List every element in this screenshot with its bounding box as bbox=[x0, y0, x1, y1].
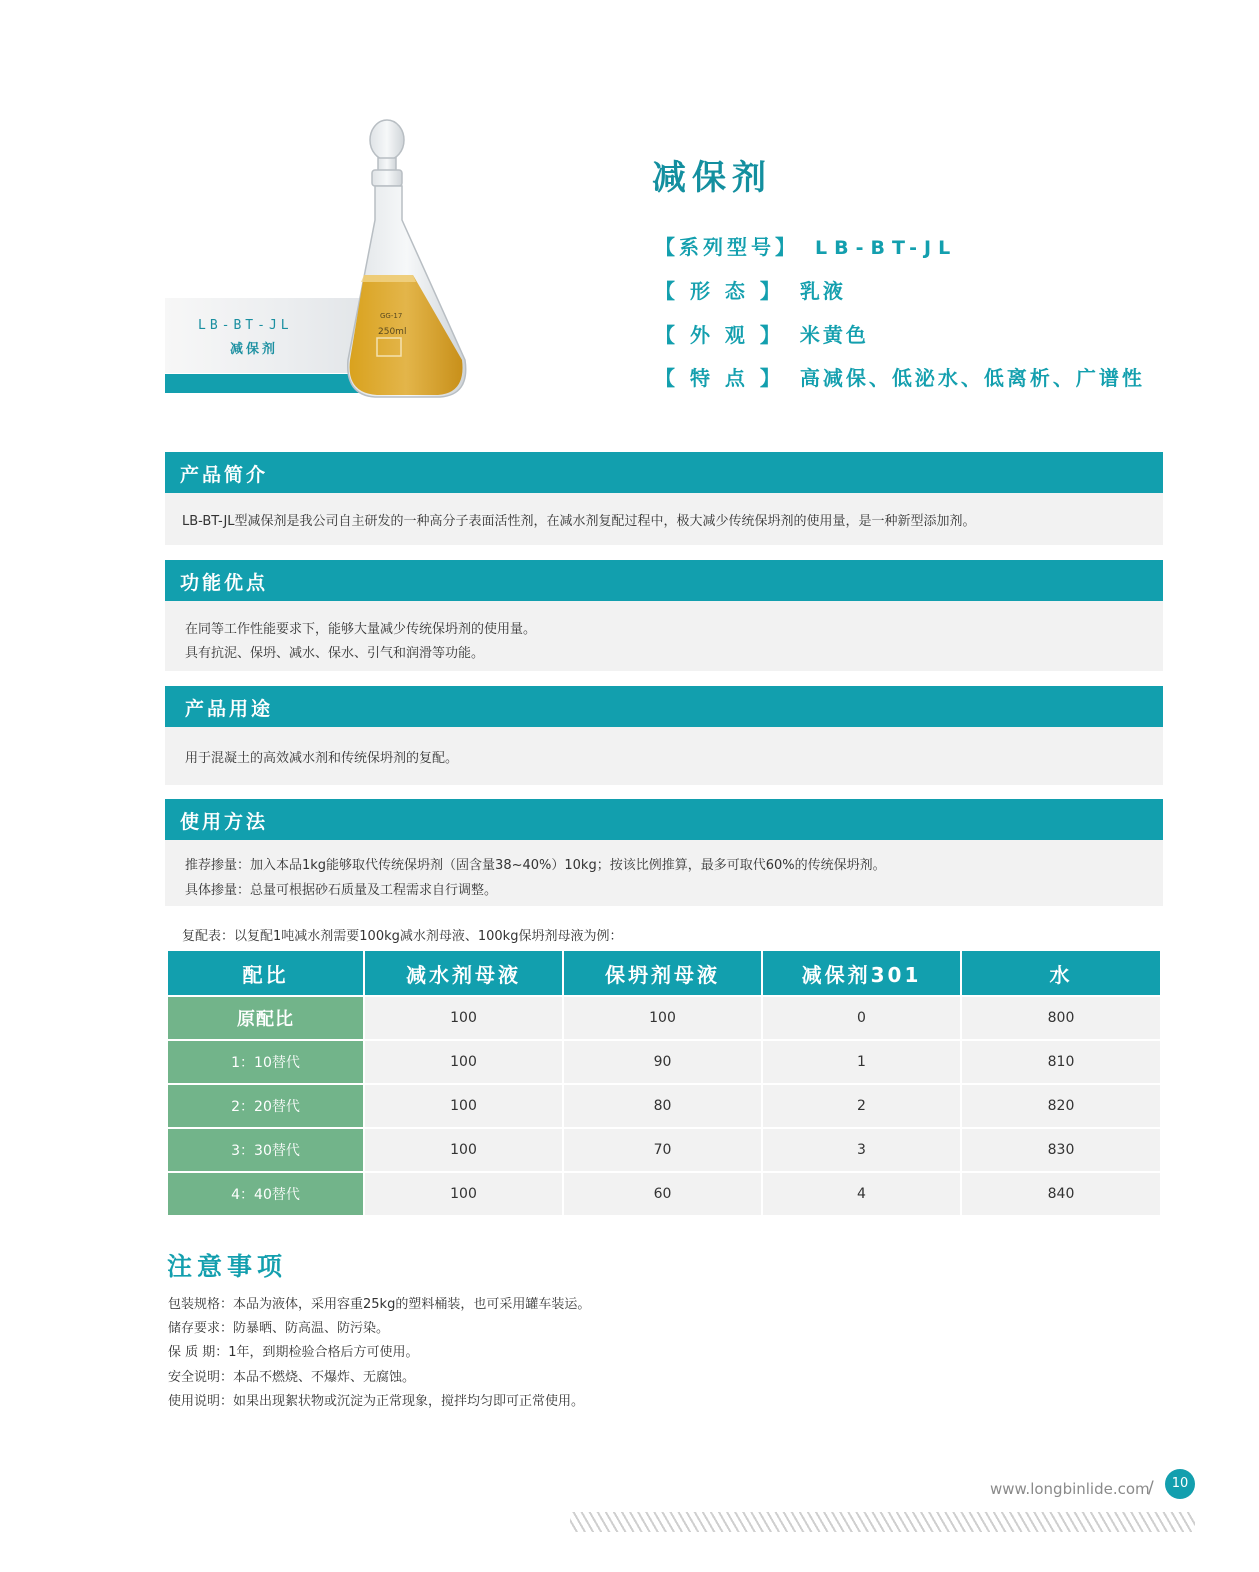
spec-value: 高减保、低泌水、低离析、广谱性 bbox=[799, 366, 1145, 390]
section-header-method bbox=[165, 799, 1163, 840]
note-item: 安全说明：本品不燃烧、不爆炸、无腐蚀。 bbox=[168, 1370, 416, 1385]
section-text: 具有抗泥、保坍、减水、保水、引气和润滑等功能。 bbox=[185, 646, 485, 661]
page-number-badge: 10 bbox=[1165, 1469, 1195, 1499]
table-row bbox=[168, 1083, 1160, 1127]
table-cell: 4 bbox=[763, 1171, 962, 1215]
section-text: 推荐掺量：加入本品1kg能够取代传统保坍剂（固含量38~40%）10kg；按该比例推算，最多可取代60%的传统保坍剂。 bbox=[185, 858, 886, 873]
section-title: 使用方法 bbox=[180, 811, 269, 833]
section-text: 用于混凝土的高效减水剂和传统保坍剂的复配。 bbox=[185, 751, 459, 766]
section-title: 产品简介 bbox=[180, 464, 269, 486]
table-cell: 90 bbox=[564, 1039, 763, 1083]
table-cell: 70 bbox=[564, 1127, 763, 1171]
column-header: 水 bbox=[962, 951, 1160, 995]
spec-key: 【 特 点 】 bbox=[655, 366, 784, 390]
table-cell: 810 bbox=[962, 1039, 1160, 1083]
table-cell: 2 bbox=[763, 1083, 962, 1127]
table-row bbox=[168, 1171, 1160, 1215]
table-row bbox=[168, 1127, 1160, 1171]
mix-table bbox=[168, 951, 1160, 1215]
table-cell: 100 bbox=[365, 1127, 564, 1171]
spec-value: 乳液 bbox=[799, 279, 846, 303]
table-cell: 830 bbox=[962, 1127, 1160, 1171]
column-header: 减水剂母液 bbox=[365, 951, 564, 995]
spec-value: 米黄色 bbox=[799, 323, 869, 347]
row-label: 原配比 bbox=[168, 995, 365, 1039]
table-cell: 100 bbox=[365, 1083, 564, 1127]
table-row bbox=[168, 995, 1160, 1039]
section-text: 具体掺量：总量可根据砂石质量及工程需求自行调整。 bbox=[185, 883, 498, 898]
table-cell: 3 bbox=[763, 1127, 962, 1171]
table-cell: 80 bbox=[564, 1083, 763, 1127]
product-label-name: 减保剂 bbox=[230, 342, 279, 357]
section-body-intro bbox=[165, 493, 1163, 545]
spec-appearance bbox=[655, 319, 869, 348]
svg-text:GG-17: GG-17 bbox=[380, 312, 403, 320]
section-body-usage bbox=[165, 727, 1163, 785]
section-header-intro bbox=[165, 452, 1163, 493]
table-cell: 100 bbox=[365, 1039, 564, 1083]
spec-value: LB-BT-JL bbox=[815, 237, 958, 259]
footer-separator: / bbox=[1148, 1478, 1154, 1498]
section-body-features bbox=[165, 601, 1163, 671]
table-cell: 1 bbox=[763, 1039, 962, 1083]
row-label: 2：20替代 bbox=[168, 1083, 365, 1127]
row-label: 1：10替代 bbox=[168, 1039, 365, 1083]
note-item: 保 质 期：1年，到期检验合格后方可使用。 bbox=[168, 1345, 419, 1360]
svg-text:250ml: 250ml bbox=[378, 327, 407, 337]
spec-key: 【系列型号】 bbox=[655, 235, 799, 259]
table-cell: 840 bbox=[962, 1171, 1160, 1215]
section-header-features bbox=[165, 560, 1163, 601]
table-cell: 800 bbox=[962, 995, 1160, 1039]
spec-key: 【 形 态 】 bbox=[655, 279, 784, 303]
table-cell: 100 bbox=[564, 995, 763, 1039]
note-item: 储存要求：防暴晒、防高温、防污染。 bbox=[168, 1321, 390, 1336]
footer-url: www.longbinlide.com bbox=[990, 1480, 1150, 1498]
section-header-usage bbox=[165, 686, 1163, 727]
table-row bbox=[168, 1039, 1160, 1083]
row-label: 4：40替代 bbox=[168, 1171, 365, 1215]
note-item: 使用说明：如果出现絮状物或沉淀为正常现象，搅拌均匀即可正常使用。 bbox=[168, 1394, 585, 1409]
section-body-method bbox=[165, 840, 1163, 906]
flask-photo bbox=[330, 110, 480, 410]
table-cell: 820 bbox=[962, 1083, 1160, 1127]
column-header: 配比 bbox=[168, 951, 365, 995]
column-header: 减保剂301 bbox=[763, 951, 962, 995]
page-title: 减保剂 bbox=[652, 158, 772, 198]
notes-title: 注意事项 bbox=[167, 1252, 288, 1281]
row-label: 3：30替代 bbox=[168, 1127, 365, 1171]
table-cell: 100 bbox=[365, 1171, 564, 1215]
section-text: 在同等工作性能要求下，能够大量减少传统保坍剂的使用量。 bbox=[185, 622, 537, 637]
note-item: 包装规格：本品为液体，采用容重25kg的塑料桶装，也可采用罐车装运。 bbox=[168, 1297, 591, 1312]
table-cell: 0 bbox=[763, 995, 962, 1039]
table-header-row bbox=[168, 951, 1160, 995]
mix-table-caption: 复配表：以复配1吨减水剂需要100kg减水剂母液、100kg保坍剂母液为例： bbox=[182, 929, 623, 944]
table-cell: 100 bbox=[365, 995, 564, 1039]
product-label-code: LB-BT-JL bbox=[198, 318, 293, 333]
spec-key: 【 外 观 】 bbox=[655, 323, 784, 347]
section-title: 功能优点 bbox=[180, 572, 269, 594]
table-cell: 60 bbox=[564, 1171, 763, 1215]
section-title: 产品用途 bbox=[185, 698, 274, 720]
spec-form bbox=[655, 275, 846, 304]
section-text: LB-BT-JL型减保剂是我公司自主研发的一种高分子表面活性剂，在减水剂复配过程中，极大减少传统保坍剂的使用量，是一种新型添加剂。 bbox=[182, 514, 976, 529]
spec-features bbox=[655, 362, 1145, 391]
column-header: 保坍剂母液 bbox=[564, 951, 763, 995]
spec-model bbox=[655, 231, 957, 260]
decorative-hatch bbox=[570, 1512, 1195, 1532]
